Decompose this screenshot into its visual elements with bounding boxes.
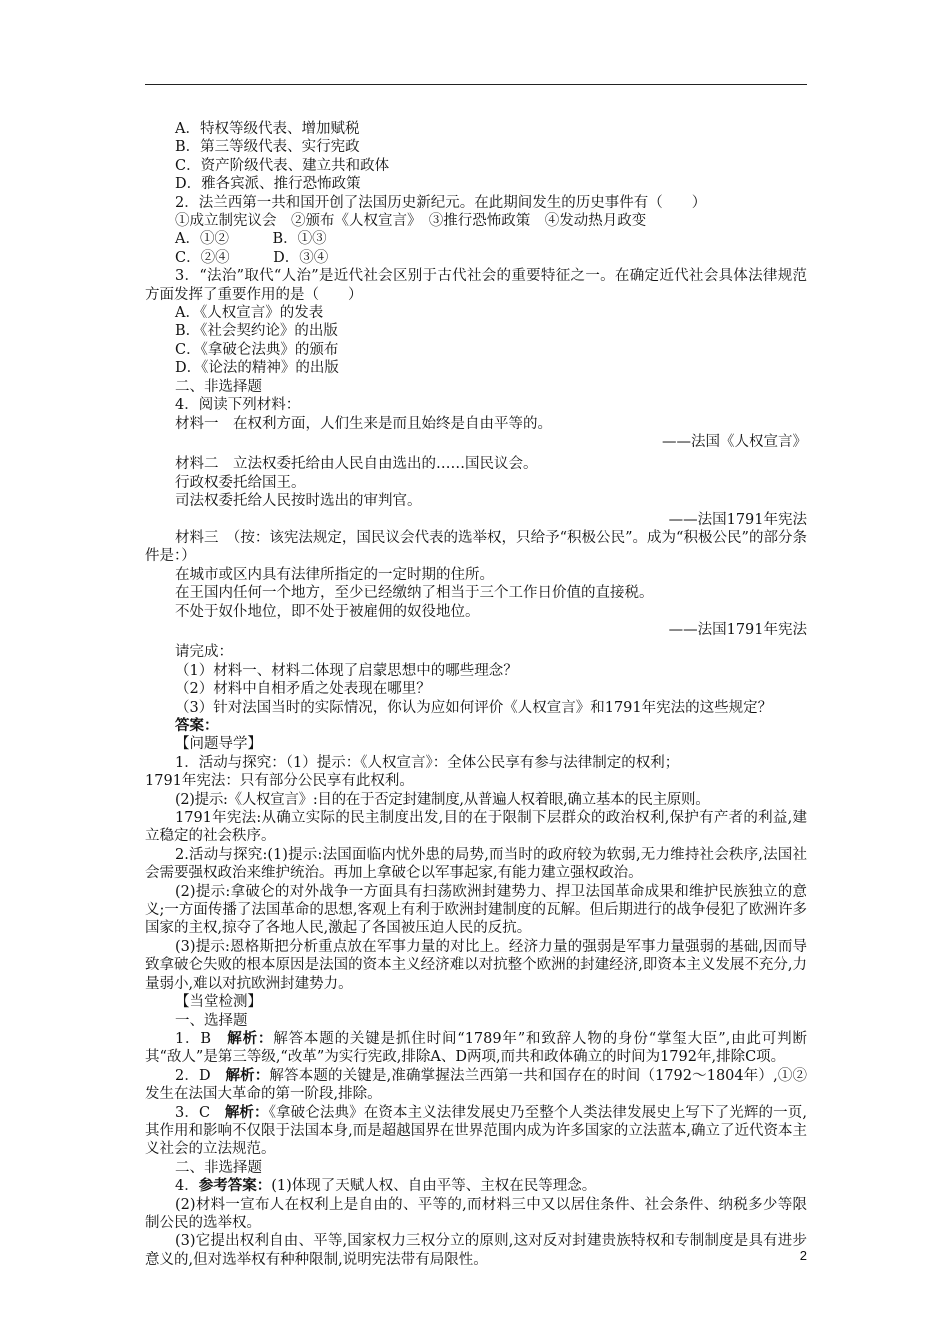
check-title: 【当堂检测】 [175, 994, 262, 1011]
document-body [145, 120, 807, 1269]
q4-stem: 4．阅读下列材料： [175, 397, 301, 414]
material-1-source: ——法国《人权宣言》 [662, 433, 807, 450]
q3-option-d: D．《论法的精神》的出版 [175, 360, 339, 377]
material-3-source: ——法国1791年宪法 [668, 621, 807, 638]
check-answer-4-part: (3)它提出权利自由、平等,国家权力三权分立的原则,这对反对封建贵族特权和专制制度是具有进步意义的,但对选举权有种种限制,说明宪法带有局限性。 [145, 1233, 807, 1268]
check-answer-4: 4．参考答案：(1)体现了天赋人权、自由平等、主权在民等理念。 [175, 1177, 597, 1195]
q4-sub-question: （2）材料中自相矛盾之处表现在哪里？ [175, 681, 431, 698]
material-2-line: 司法权委托给人民按时选出的审判官。 [175, 493, 422, 510]
guide-answer: (2)提示:《人权宣言》:目的在于否定封建制度,从普遍人权着眼,确立基本的民主原则。 [175, 791, 710, 808]
answers-title: 答案： [175, 717, 219, 734]
guide-answer: 1791年宪法：只有部分公民享有此权利。 [145, 773, 414, 790]
material-2-source: ——法国1791年宪法 [668, 511, 807, 528]
q4-prompt: 请完成： [175, 644, 233, 661]
guide-answer: 1．活动与探究：（1）提示：《人权宣言》：全体公民享有参与法律制定的权利； [175, 754, 680, 771]
guide-answer: 1791年宪法:从确立实际的民主制度出发,目的在于限制下层群众的政治权利,保护有产者的利益,建立稳定的社会秩序。 [145, 810, 807, 845]
q3-stem: 3．“法治”取代“人治”是近代社会区别于古代社会的重要特征之一。在确定近代社会具体法律规范方面发挥了重要作用的是（ ） [145, 268, 807, 303]
q1-option-b: B．第三等级代表、实行宪政 [175, 139, 360, 156]
material-3-head: 材料三 （按：该宪法规定，国民议会代表的选举权，只给予“积极公民”。成为“积极公民”的部分条件是：） [145, 529, 807, 565]
material-1: 材料一 在权利方面，人们生来是而且始终是自由平等的。 [175, 415, 552, 432]
material-2-line: 材料二 立法权委托给由人民自由选出的……国民议会。 [175, 456, 538, 473]
guide-title: 【问题导学】 [175, 736, 262, 753]
material-3-line: 在王国内任何一个地方，至少已经缴纳了相当于三个工作日价值的直接税。 [175, 585, 654, 602]
page-number: 2 [799, 1248, 807, 1263]
q2-options-row2: C．②④ D．③④ [175, 249, 329, 266]
check-answer-4-part: (2)材料一宣布人在权利上是自由的、平等的,而材料三中又以居住条件、社会条件、纳税多少等限制公民的选举权。 [145, 1196, 807, 1231]
q4-sub-question: （1）材料一、材料二体现了启蒙思想中的哪些理念？ [175, 662, 518, 679]
q1-option-c: C．资产阶级代表、建立共和政体 [175, 157, 390, 174]
section-title: 二、非选择题 [175, 378, 262, 395]
header-rule [145, 84, 807, 85]
check-section: 一、选择题 [175, 1012, 248, 1029]
q2-stem: 2．法兰西第一共和国开创了法国历史新纪元。在此期间发生的历史事件有（ ） [175, 194, 707, 211]
material-3-line: 不处于奴仆地位，即不处于被雇佣的奴役地位。 [175, 603, 480, 620]
q4-sub-question: （3）针对法国当时的实际情况，你认为应如何评价《人权宣言》和1791年宪法的这些规定？ [175, 699, 773, 716]
guide-answer: (2)提示:拿破仑的对外战争一方面具有扫荡欧洲封建势力、捍卫法国革命成果和维护民族独立的意义;一方面传播了法国革命的思想,客观上有利于欧洲封建制度的瓦解。但后期进行的战争侵犯了欧洲许多国家的主权,掠夺了各地人民,激起了各国被压迫人民的反抗。 [145, 883, 807, 937]
q3-option-c: C．《拿破仑法典》的颁布 [175, 341, 339, 358]
q3-option-b: B．《社会契约论》的出版 [175, 323, 338, 340]
check-answer-3: 3．C 解析：《拿破仑法典》在资本主义法律发展史乃至整个人类法律发展史上写下了光辉的一页,其作用和影响不仅限于法国本身,而是超越国界在世界范围内成为许多国家的立法蓝本,确立了近代资本主义社会的立法规范。 [145, 1103, 808, 1158]
q3-option-a: A．《人权宣言》的发表 [175, 305, 324, 322]
material-2-line: 行政权委托给国王。 [175, 474, 306, 491]
check-answer-2: 2．D 解析：解答本题的关键是,准确掌握法兰西第一共和国存在的时间（1792～1804年）,①②发生在法国大革命的第一阶段,排除。 [145, 1066, 807, 1103]
check-answer-1: 1．B 解析：解答本题的关键是抓住时间“1789年”和致辞人物的身份“掌玺大臣”,由此可判断其“敌人”是第三等级,“改革”为实行宪政,排除A、D两项,而共和政体确立的时间为1792年,排除C项。 [145, 1029, 807, 1066]
q1-option-d: D．雅各宾派、推行恐怖政策 [175, 176, 361, 193]
check-section: 二、非选择题 [175, 1159, 262, 1176]
material-3-line: 在城市或区内具有法律所指定的一定时期的住所。 [175, 566, 494, 583]
q2-items: ①成立制宪议会 ②颁布《人权宣言》 ③推行恐怖政策 ④发动热月政变 [175, 213, 647, 230]
q1-option-a: A．特权等级代表、增加赋税 [175, 121, 360, 137]
guide-answer: (3)提示:恩格斯把分析重点放在军事力量的对比上。经济力量的强弱是军事力量强弱的基础,因而导致拿破仑失败的根本原因是法国的资本主义经济难以对抗整个欧洲的封建经济,即资本主义发展不充分,力量弱小,难以对抗欧洲封建势力。 [145, 938, 807, 992]
guide-answer: 2.活动与探究:(1)提示:法国面临内忧外患的局势,而当时的政府较为软弱,无力维持社会秩序,法国社会需要强权政治来维护统治。再加上拿破仑以军事起家,有能力建立强权政治。 [145, 846, 807, 882]
q2-options-row1: A．①② B．①③ [175, 231, 327, 248]
